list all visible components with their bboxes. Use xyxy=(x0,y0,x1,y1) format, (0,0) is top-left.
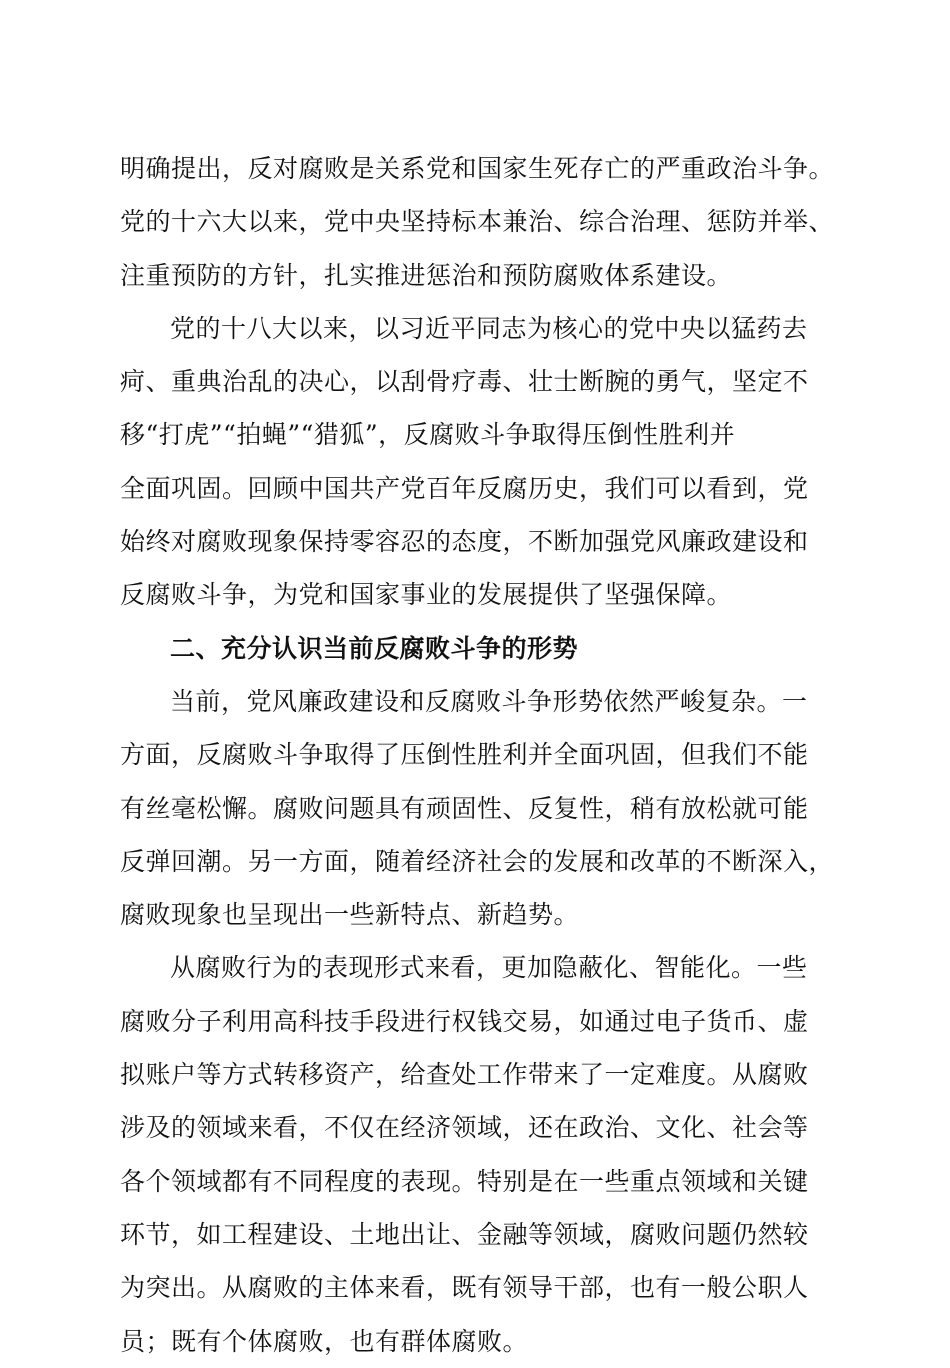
paragraph-2 xyxy=(120,302,840,622)
text-line: 疴、重典治乱的决心，以刮骨疗毒、壮士断腕的勇气，坚定不 xyxy=(120,367,809,397)
text-line: 腐败分子利用高科技手段进行权钱交易，如通过电子货币、虚 xyxy=(120,1006,809,1036)
text-line: 环节，如工程建设、土地出让、金融等领域，腐败问题仍然较 xyxy=(120,1219,809,1249)
text-line: 当前，党风廉政建设和反腐败斗争形势依然严峻复杂。一 xyxy=(170,686,808,716)
text-line: 反弹回潮。另一方面，随着经济社会的发展和改革的不断深入， xyxy=(120,846,835,876)
text-line: 从腐败行为的表现形式来看，更加隐蔽化、智能化。一些 xyxy=(170,953,808,983)
text-line: 腐败现象也呈现出一些新特点、新趋势。 xyxy=(120,900,580,930)
text-line: 拟账户等方式转移资产，给查处工作带来了一定难度。从腐败 xyxy=(120,1060,809,1090)
paragraph-3 xyxy=(120,675,840,941)
heading-line: 二、充分认识当前反腐败斗争的形势 xyxy=(170,633,579,663)
text-line: 注重预防的方针，扎实推进惩治和预防腐败体系建设。 xyxy=(120,260,733,290)
text-line: 各个领域都有不同程度的表现。特别是在一些重点领域和关键 xyxy=(120,1166,809,1196)
text-line: 始终对腐败现象保持零容忍的态度，不断加强党风廉政建设和 xyxy=(120,527,809,557)
text-line: 方面，反腐败斗争取得了压倒性胜利并全面巩固，但我们不能 xyxy=(120,740,809,770)
text-line: 有丝毫松懈。腐败问题具有顽固性、反复性，稍有放松就可能 xyxy=(120,793,809,823)
section-heading xyxy=(120,622,840,675)
text-line: 反腐败斗争，为党和国家事业的发展提供了坚强保障。 xyxy=(120,580,733,610)
text-line: 党的十八大以来，以习近平同志为核心的党中央以猛药去 xyxy=(170,313,808,343)
text-line: 移“打虎”“拍蝇”“猎狐”，反腐败斗争取得压倒性胜利并 xyxy=(120,420,736,450)
text-line: 明确提出，反对腐败是关系党和国家生死存亡的严重政治斗争。 xyxy=(120,154,835,183)
text-line: 涉及的领域来看，不仅在经济领域，还在政治、文化、社会等 xyxy=(120,1113,809,1143)
paragraph-4 xyxy=(120,941,840,1367)
paragraph-1 xyxy=(120,142,840,302)
text-line: 全面巩固。回顾中国共产党百年反腐历史，我们可以看到，党 xyxy=(120,473,809,503)
text-line: 员；既有个体腐败，也有群体腐败。 xyxy=(120,1326,529,1356)
text-line: 为突出。从腐败的主体来看，既有领导干部，也有一般公职人 xyxy=(120,1273,809,1303)
document-page xyxy=(120,142,840,1368)
text-line: 党的十六大以来，党中央坚持标本兼治、综合治理、惩防并举、 xyxy=(120,207,835,237)
